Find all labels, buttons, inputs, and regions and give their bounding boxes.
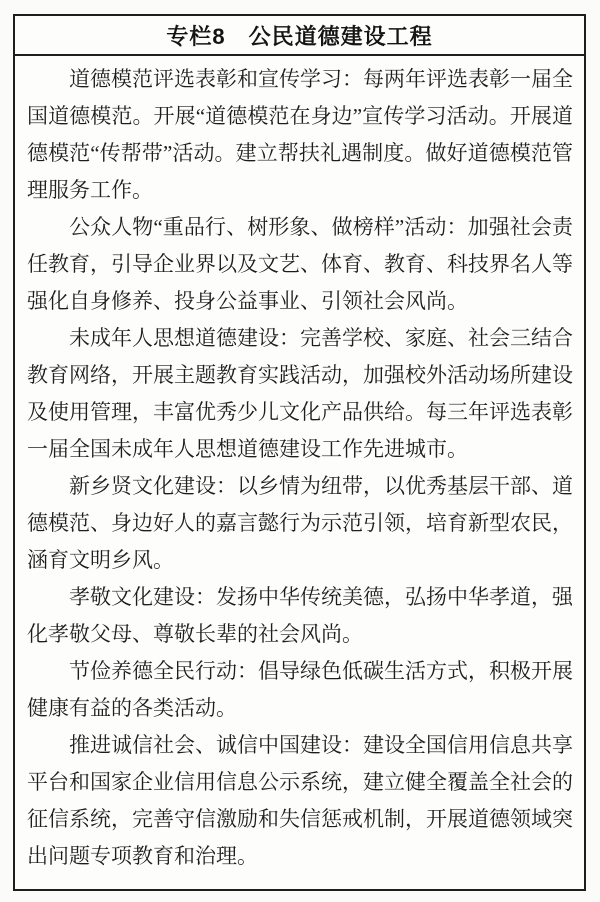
paragraph-moral-models: 道德模范评选表彰和宣传学习：每两年评选表彰一届全国道德模范。开展“道德模范在身边”宣传学习活动。开展道德模范“传帮带”活动。建立帮扶礼遇制度。做好道德模范管理服务工作。 xyxy=(27,67,573,202)
paragraph-integrity-society: 推进诚信社会、诚信中国建设：建设全国信用信息共享平台和国家企业信用信息公示系统，建立健全覆盖全社会的征信系统，完善守信激励和失信惩戒机制，开展道德领域突出问题专项教育和治理。 xyxy=(27,733,573,868)
panel-title: 专栏8 公民道德建设工程 xyxy=(15,16,584,56)
paragraph-public-figures: 公众人物“重品行、树形象、做榜样”活动：加强社会责任教育，引导企业界以及文艺、体育、教育、科技界名人等强化自身修养、投身公益事业、引领社会风尚。 xyxy=(27,215,573,313)
paragraph-minors-moral-education: 未成年人思想道德建设：完善学校、家庭、社会三结合教育网络，开展主题教育实践活动，加强校外活动场所建设及使用管理，丰富优秀少儿文化产品供给。每三年评选表彰一届全国未成年人思想道德建设工作先进城市。 xyxy=(27,326,573,461)
column-8-panel xyxy=(13,14,586,891)
paragraph-thrift-campaign: 节俭养德全民行动：倡导绿色低碳生活方式，积极开展健康有益的各类活动。 xyxy=(27,659,573,720)
panel-body xyxy=(15,56,584,875)
paragraph-rural-virtue-culture: 新乡贤文化建设：以乡情为纽带，以优秀基层干部、道德模范、身边好人的嘉言懿行为示范引领，培育新型农民，涵育文明乡风。 xyxy=(27,474,573,572)
paragraph-filial-piety-culture: 孝敬文化建设：发扬中华传统美德，弘扬中华孝道，强化孝敬父母、尊敬长辈的社会风尚。 xyxy=(27,585,573,646)
